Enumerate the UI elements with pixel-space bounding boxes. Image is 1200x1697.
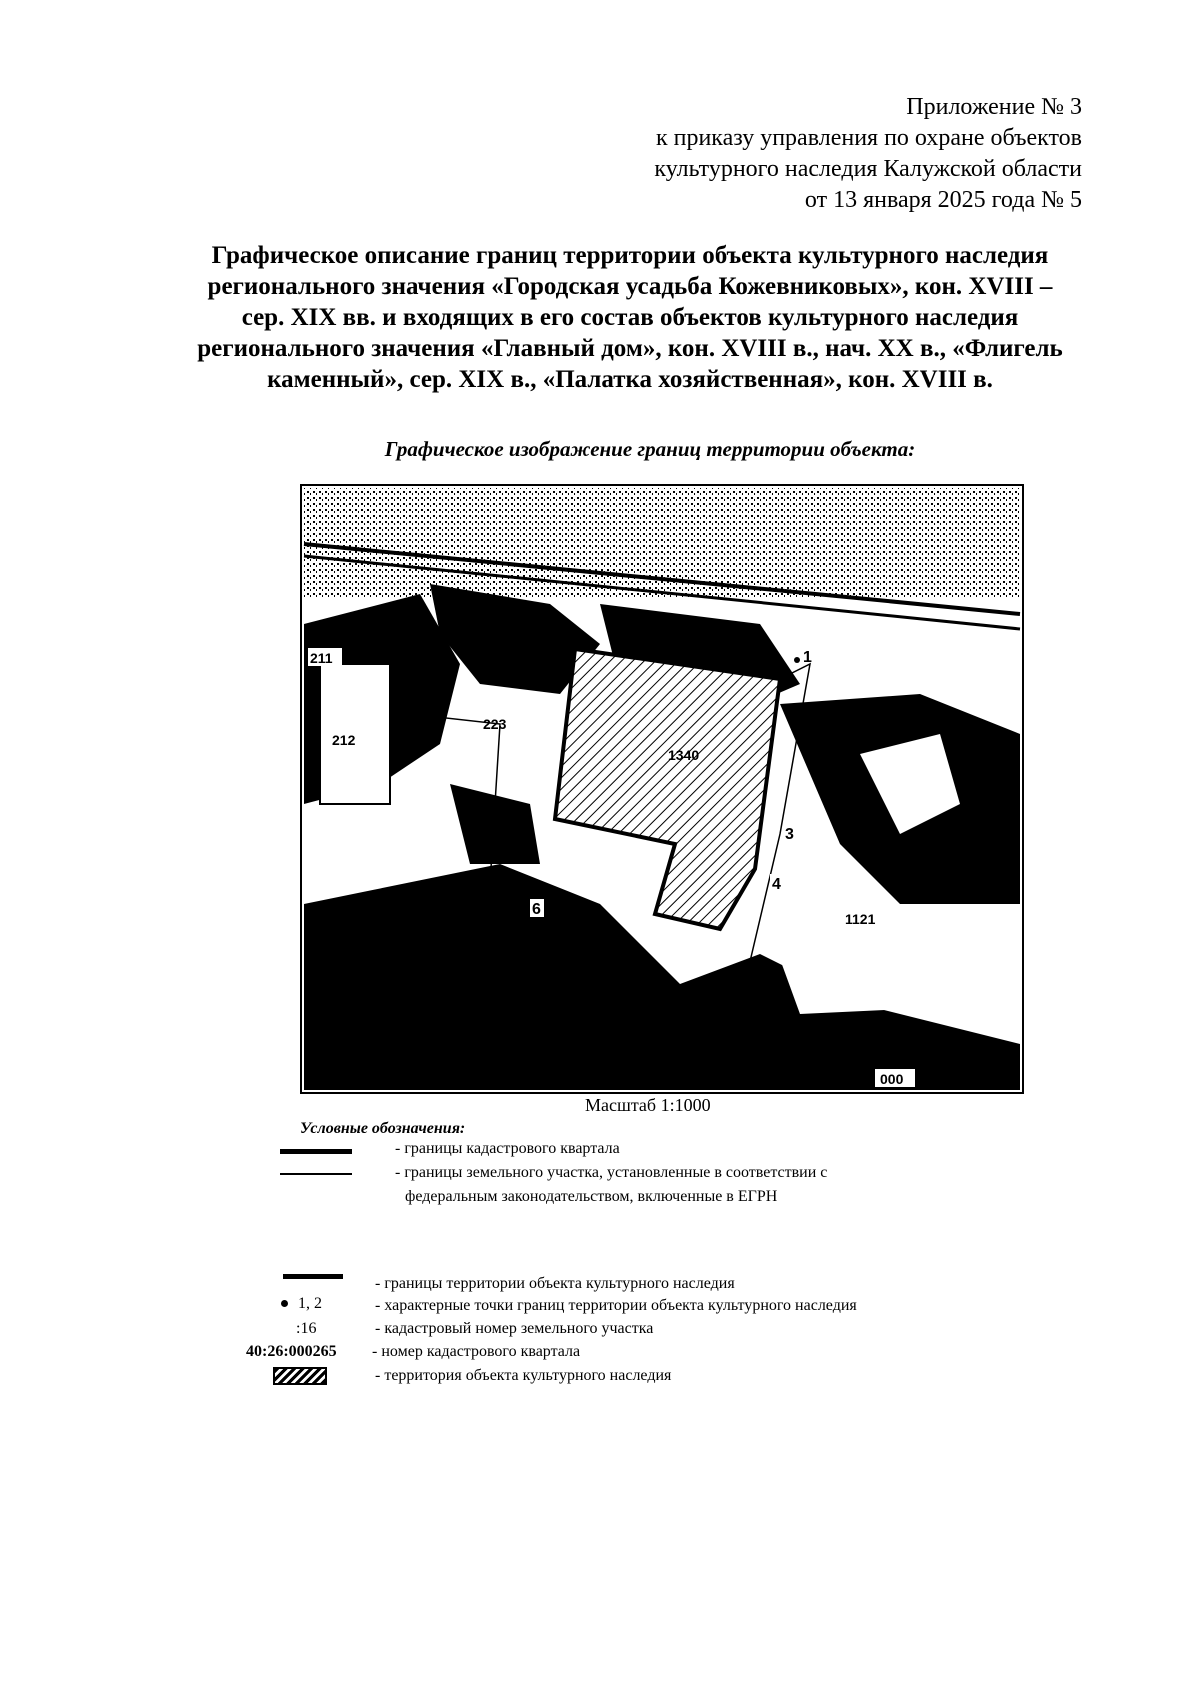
title-line-5: каменный», сер. XIX в., «Палатка хозяйственная», кон. XVIII в. [267, 366, 993, 393]
legend-title: Условные обозначения: [300, 1120, 466, 1137]
legend-territory-line [283, 1274, 343, 1279]
aerial-map [300, 484, 1024, 1094]
legend-point-dot [281, 1300, 288, 1307]
appendix-authority: культурного наследия Калужской области [654, 156, 1082, 182]
quarter-label: 000 [880, 1071, 904, 1087]
point-label-4: 4 [772, 876, 781, 893]
point-label-3: 3 [785, 826, 794, 843]
legend-quarter-line [280, 1149, 352, 1154]
map-subtitle: Графическое изображение границ территории объекта: [384, 437, 916, 461]
legend-quarter-symbol: 40:26:000265 [246, 1343, 337, 1360]
legend-quarter: - номер кадастрового квартала [372, 1343, 581, 1360]
appendix-date: от 13 января 2025 года № 5 [804, 187, 1082, 213]
parcel-label-1340: 1340 [668, 747, 700, 763]
document-title [150, 240, 1110, 395]
point-label-1: 1 [803, 649, 812, 666]
legend-points: - характерные точки границ территории объекта культурного наследия [375, 1297, 857, 1314]
title-line-1: Графическое описание границ территории объекта культурного наследия [211, 242, 1049, 269]
map-street-area [304, 488, 1020, 598]
legend-quarter-boundary: - границы кадастрового квартала [395, 1140, 620, 1157]
legend-parcel-boundary-1: - границы земельного участка, установленные в соответствии с [395, 1164, 828, 1181]
map-scale: Масштаб 1:1000 [585, 1095, 711, 1115]
legend-territory: - территория объекта культурного наследия [375, 1367, 672, 1384]
legend-cadastral: - кадастровый номер земельного участка [375, 1320, 654, 1337]
title-line-3: сер. XIX вв. и входящих в его состав объектов культурного наследия [241, 304, 1019, 331]
title-line-4: регионального значения «Главный дом», кон. XVIII в., нач. XX в., «Флигель [197, 335, 1063, 362]
legend-points-symbol: 1, 2 [298, 1295, 322, 1312]
parcel-label-212: 212 [332, 732, 356, 748]
point-label-6: 6 [532, 901, 541, 918]
parcel-label-211: 211 [310, 650, 333, 666]
parcel-label-1121: 1121 [845, 911, 876, 927]
legend-parcel-boundary-2: федеральным законодательством, включенные в ЕГРН [405, 1188, 778, 1205]
appendix-number: Приложение № 3 [906, 94, 1082, 120]
parcel-label-223: 223 [483, 716, 507, 732]
building-lower-right [760, 904, 1010, 1014]
legend-territory-boundary: - границы территории объекта культурного наследия [375, 1275, 735, 1292]
appendix-order-ref: к приказу управления по охране объектов [655, 125, 1082, 151]
title-line-2: регионального значения «Городская усадьба Кожевниковых», кон. XVIII – [207, 273, 1053, 300]
appendix-header [654, 92, 1082, 216]
legend-parcel-line [280, 1173, 352, 1175]
legend-cadastral-symbol: :16 [296, 1320, 317, 1337]
legend-hatch-symbol [273, 1367, 327, 1385]
